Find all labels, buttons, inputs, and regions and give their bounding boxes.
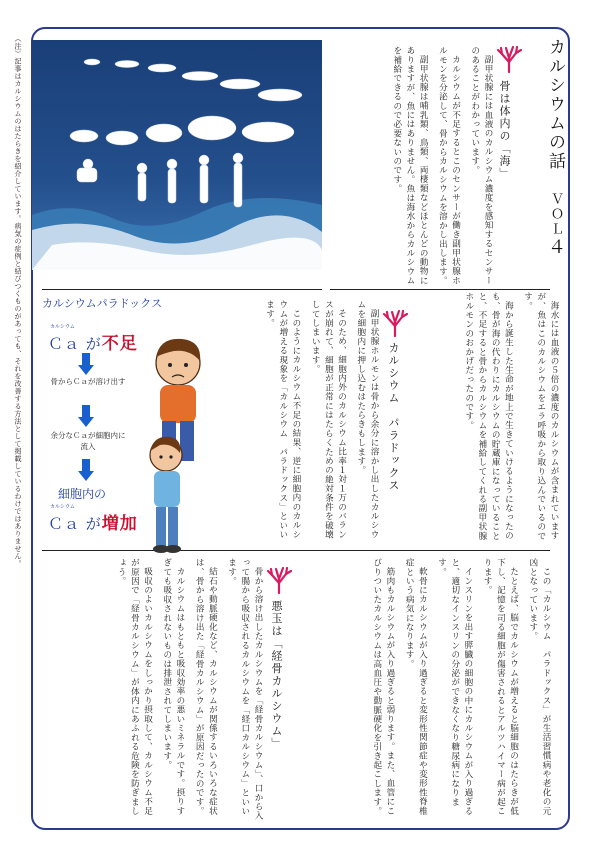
down-arrow-icon — [78, 405, 94, 427]
paragraph: 結石や動脈硬化など、カルシウムが関係するいろいろな症状は、骨から溶け出た「経骨カルシウム」が原因だったのです。 — [194, 558, 218, 816]
divider — [42, 289, 322, 290]
ca-ruby: カルシウム — [50, 504, 75, 510]
paragraph: 吸収のよいカルシウムをしっかり摂取して、カルシウム不足が原因で「経骨カルシウム」が体内にあふれる危険を防ぎましょう。 — [116, 558, 153, 816]
section1-continued-body — [376, 292, 560, 546]
paragraph: たとえば、脳でカルシウムが増えると脳細胞のはたらきが低下し、記憶を司る細胞が傷害されるとアルツハイマー病が起こります。 — [482, 558, 519, 816]
vol-label: ＶＯＬ — [548, 192, 563, 238]
paragraph: 軟骨にカルシウムが入り過ぎると変形性関節症や変形性脊椎症という病気になります。 — [404, 558, 428, 815]
shortage-text: 不足 — [101, 334, 138, 354]
ca-shortage-label — [48, 329, 138, 354]
section4-body — [40, 558, 264, 820]
section2-body — [230, 300, 380, 546]
section-heading-bone-sea: 骨は体内の「海」 — [498, 80, 511, 180]
cell-label: 細胞内の — [58, 487, 107, 501]
ca-ruby: カルシウム — [50, 324, 75, 330]
paragraph: 副甲状腺には血液のカルシウム濃度を感知するセンサーのあることがわかっています。 — [469, 46, 493, 285]
ca-text: Ｃａ が — [48, 335, 102, 353]
paragraph: カルシウムはもともと吸収効率の悪いミネラルです。摂りすぎても吸収されないものは排泄されてしまいます。 — [161, 558, 185, 815]
paragraph: この「カルシウム パラドックス」が生活習慣病や老化の元凶となっています。 — [527, 558, 551, 815]
section3-body — [290, 558, 552, 820]
step-bone-dissolve: 骨からＣａが溶け出す — [50, 377, 126, 386]
vol-number: ４ — [545, 237, 566, 258]
paragraph: 海から誕生した生命が地上で生きていけるようになったのも、骨が海の代わりにカルシウムの貯蔵庫になっていることと、不足すると骨からカルシウムを補給してくれる副甲状腺ホルモンのおかげだったのです。 — [463, 292, 514, 541]
title-block — [522, 38, 568, 278]
paragraph: 副甲状腺は哺乳類、鳥類、両棲類などほとんどの動物にありますが、魚にはありません。魚は海水からカルシウムを補給できるので必要ないのです。 — [391, 46, 429, 286]
paragraph: 筋肉もカルシウムが入り過ぎると弱ります。また、血管にこびりついたカルシウムは高血圧や動脈硬化を引き起こします。 — [371, 558, 395, 816]
ca-increase-label — [48, 509, 138, 534]
paragraph: 副甲状腺ホルモンは骨から余分に溶かし出したカルシウムを細胞内に押し込むはたらきもします。 — [355, 300, 379, 539]
paragraph: このようにカルシウム不足の結果、逆に細胞内のカルシウムが増える現象を「カルシウム パラドックス」といいます。 — [264, 300, 301, 540]
paragraph: インスリンを出す膵臓の細胞の中にカルシウムが入り過ぎると、適切なインスリンの分泌ができなくなり糖尿病になります。 — [436, 558, 473, 815]
diagram-title: カルシウムパラドックス — [42, 297, 163, 310]
step-cell-influx: 余分なＣａが細胞内に流入 — [50, 431, 126, 451]
increase-text: 増加 — [101, 514, 138, 534]
ca-text: Ｃａ が — [48, 515, 102, 533]
evolution-illustration — [32, 40, 322, 270]
down-arrow-icon — [78, 459, 94, 481]
divider — [330, 289, 550, 290]
section1-body — [330, 46, 494, 286]
coral-icon — [494, 44, 524, 74]
paragraph: 海水には血液の５倍の濃度のカルシウムが含まれていますが、魚はこのカルシウムをエラ呼吸から取り込んでいるのです。 — [522, 292, 559, 541]
paragraph: 骨から溶け出したカルシウムを「経骨カルシウム」、口から入って腸から吸収されるカルシウムを「経口カルシウム」といいます。 — [226, 558, 263, 820]
section-heading-bad-calcium: 悪玉は「経骨カルシウム」 — [270, 600, 283, 750]
footnote: （注）記事はカルシウムのはたらきを紹介しています。病気の症例と結びつくものがあっても、それを改善する方法として掲載しているわけではありません。 — [14, 35, 22, 568]
cartoon-people-illustration — [130, 335, 225, 565]
section-heading-paradox: カルシウム パラドックス — [387, 342, 400, 492]
down-arrow-icon — [78, 353, 94, 375]
paragraph: カルシウムが不足するとこのセンサーが働き副甲状腺ホルモンを分泌して、骨からカルシウムを溶かし出します。 — [437, 46, 461, 286]
paragraph: そのため、細胞内外のカルシウム比率１対１万のバランスが崩れて、細胞が正常にはたらくための絶対条件を破壊してしまいます。 — [310, 300, 347, 540]
page-title: カルシウムの話 — [545, 38, 565, 171]
